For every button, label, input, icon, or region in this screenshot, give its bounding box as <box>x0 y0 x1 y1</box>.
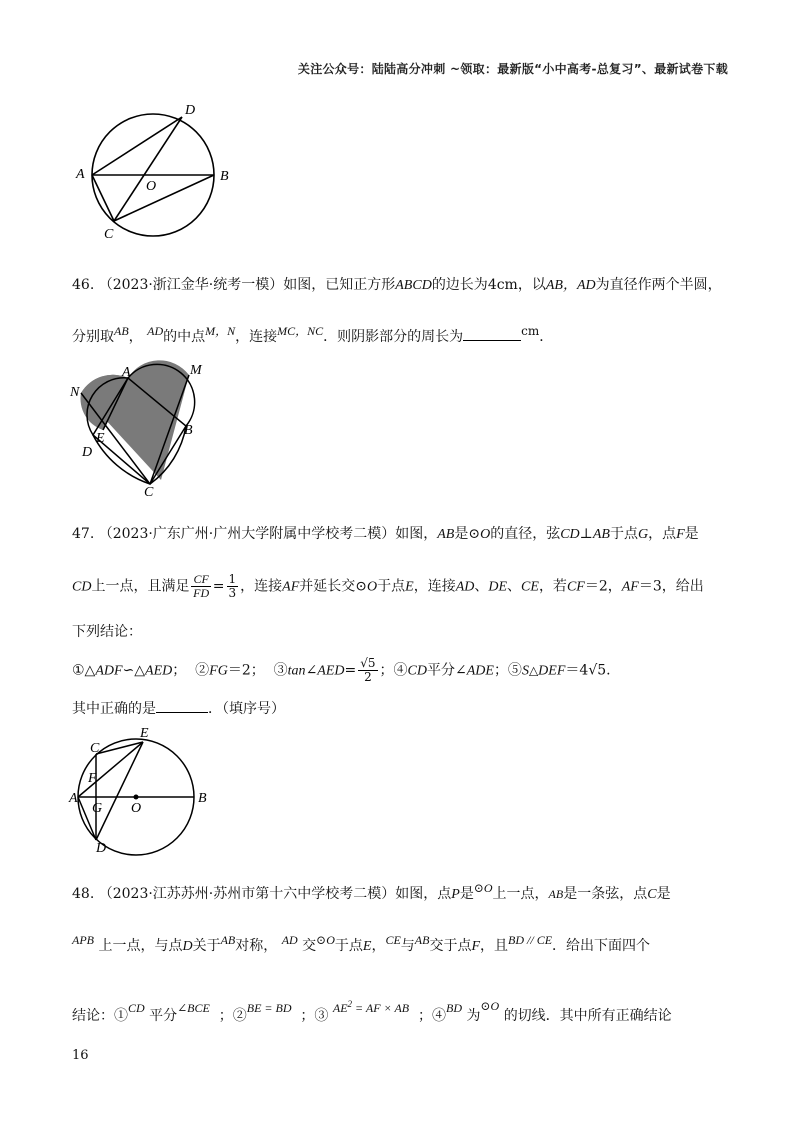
q46-text: ． <box>539 329 554 345</box>
q46-text: ，连接 <box>235 329 278 345</box>
q48-text: ；③ <box>300 1008 329 1024</box>
fraction-denominator: FD <box>193 586 210 600</box>
q47-var: G <box>637 527 649 542</box>
label-a: A <box>122 365 131 380</box>
label-b: B <box>220 169 229 184</box>
q48-text: 是一条弦，点 <box>563 886 648 902</box>
q46-number: 46. <box>72 277 95 293</box>
q47-fraction-one-third <box>227 573 239 600</box>
q48-text: ， <box>371 938 386 954</box>
q47-answer-blank[interactable] <box>156 698 208 713</box>
q48-text: 上一点，与点 <box>98 938 183 954</box>
q48-var: ∠BCE <box>177 1001 210 1015</box>
label-d: D <box>82 445 93 460</box>
q47-line-3: 下列结论： <box>72 624 142 640</box>
q47-text: 于点 <box>609 526 638 542</box>
q48-var: ⊙O <box>480 999 500 1013</box>
q47-text: 并延长交⊙ <box>299 578 368 595</box>
q47-text: 是⊙ <box>454 526 481 542</box>
q48-var: D <box>182 939 193 954</box>
q46-text: 为直径作两个半圆， <box>595 277 722 293</box>
q47-var: DE <box>488 579 508 595</box>
q47-var: E <box>405 579 414 595</box>
q47-var: O <box>480 527 491 542</box>
q46-line-1 <box>72 275 722 296</box>
q47-text: ，若 <box>538 578 567 595</box>
label-g: G <box>92 801 103 816</box>
q47-var: ADF <box>95 663 123 679</box>
q46-text: 如图，已知正方形 <box>283 277 396 293</box>
q47-var: AF <box>282 579 300 595</box>
q48-exponent: 2 <box>347 999 353 1009</box>
label-a: A <box>69 791 78 806</box>
label-c: C <box>90 741 100 756</box>
q47-var: F <box>676 527 685 542</box>
q46-text: ．则阴影部分的周长为 <box>323 329 464 345</box>
q47-var: AD <box>455 579 475 595</box>
q46-arc-ab: AB <box>114 324 129 338</box>
q47-conclusions <box>72 657 611 684</box>
q46-mc-nc: MC，NC <box>277 324 324 338</box>
q47-text: ．（填序号） <box>208 701 285 717</box>
figure-q45-circle <box>72 98 252 248</box>
q47-var: ADE <box>466 663 494 679</box>
q48-text: 平分 <box>149 1008 178 1024</box>
q47-text: = <box>344 662 357 679</box>
q46-text: ，以 <box>517 277 546 293</box>
q48-line-2 <box>72 933 651 957</box>
q48-var: ⊙O <box>316 933 335 947</box>
q47-text: . <box>606 662 611 679</box>
label-c: C <box>144 485 154 500</box>
q46-answer-blank[interactable] <box>463 326 521 341</box>
label-a: A <box>76 167 85 182</box>
q47-var: CD <box>407 663 427 679</box>
q47-var: AB <box>437 527 455 542</box>
q48-var: AB <box>220 933 236 947</box>
label-e: E <box>96 431 105 446</box>
q48-text: 关于 <box>192 938 221 954</box>
q47-text: ＝2； <box>227 662 265 679</box>
q47-var: CE <box>521 579 539 595</box>
q47-text: 如图， <box>395 526 438 542</box>
q47-text: 是 <box>684 526 699 542</box>
q46-arc-ad: AD <box>147 324 164 338</box>
q48-text: 上一点， <box>492 886 549 902</box>
q48-line-1 <box>72 881 671 905</box>
q47-text: ，连接 <box>413 578 456 595</box>
q48-text: 对称， <box>235 938 278 954</box>
q47-line-5 <box>72 698 285 719</box>
q48-text: 交于点 <box>429 938 472 954</box>
q46-abcd: ABCD <box>395 278 432 293</box>
page-number: 16 <box>72 1048 89 1063</box>
q46-unit: cm <box>521 324 540 338</box>
q48-text: 与 <box>400 938 415 954</box>
q47-text: ② <box>195 662 210 679</box>
q48-var: AE <box>332 1001 348 1015</box>
q47-var: DEF <box>538 663 566 679</box>
q47-text: 、 <box>474 578 489 595</box>
label-b: B <box>184 423 193 438</box>
label-m: M <box>190 363 202 378</box>
q47-text: ；⑤ <box>493 662 522 679</box>
q47-text: 平分∠ <box>426 662 467 679</box>
q47-text: = <box>212 578 225 595</box>
q48-var: CD <box>128 1001 145 1015</box>
q47-text: ①△ <box>72 662 96 679</box>
q47-text: 上一点，且满足 <box>91 578 190 595</box>
q47-var: FG <box>209 663 228 679</box>
label-f: F <box>88 771 97 786</box>
q46-m-n: M，N <box>205 324 236 338</box>
q47-line-2 <box>72 573 704 600</box>
fraction-numerator: CF <box>193 572 209 586</box>
q48-text: ；② <box>218 1008 247 1024</box>
q48-var: AD <box>281 933 298 947</box>
q47-text: √5 <box>588 662 607 679</box>
q47-text: ＝3，给出 <box>638 578 704 595</box>
q48-ae2-expression <box>333 1001 409 1015</box>
q47-var: S <box>521 663 529 679</box>
q47-text: 其中正确的是 <box>72 701 156 717</box>
q48-text: ；④ <box>418 1008 447 1024</box>
q48-arc-apb: APB <box>72 933 94 947</box>
q47-fraction-sqrt5-2 <box>358 657 377 684</box>
q48-var: = AF × AB <box>352 1001 410 1015</box>
q47-text: ③ <box>273 662 288 679</box>
label-d: D <box>185 103 196 118</box>
label-b: B <box>198 791 207 806</box>
label-d: D <box>96 841 107 856</box>
q46-text: 分别取 <box>72 329 114 345</box>
q47-text: △ <box>528 663 539 678</box>
q48-var: ⊙O <box>473 881 493 895</box>
q48-var: BE = BD <box>246 1001 292 1015</box>
q47-var: tan <box>287 663 306 679</box>
q48-text: ．给出下面四个 <box>552 938 651 954</box>
q47-text: ⊥ <box>579 526 593 542</box>
q47-text: ； <box>172 662 187 679</box>
q47-text: ，点 <box>648 526 677 542</box>
q48-var: E <box>362 939 372 954</box>
q48-text: 是 <box>459 886 474 902</box>
q46-source: （2023·浙江金华·统考一模） <box>98 277 284 293</box>
q47-var: AB <box>592 527 610 542</box>
q46-length: 4cm <box>487 277 518 293</box>
q47-var: CD <box>560 527 580 542</box>
q48-var: AB <box>548 887 564 901</box>
q47-text: ；④ <box>379 662 408 679</box>
q47-var: AED <box>145 663 173 679</box>
q47-text: ∽△ <box>122 662 146 679</box>
q48-var: BD // CE <box>508 933 553 947</box>
q48-var: P <box>451 887 460 902</box>
label-o: O <box>131 801 142 816</box>
q48-text: 结论：① <box>72 1008 128 1024</box>
q48-number: 48. <box>72 886 95 902</box>
q48-var: CE <box>385 933 401 947</box>
q48-var: BD <box>446 1001 463 1015</box>
page-header: 关注公众号：陆陆高分冲刺 ~领取：最新版“小中高考-总复习”、最新试卷下载 <box>297 62 728 76</box>
label-n: N <box>70 385 80 400</box>
label-e: E <box>140 726 149 741</box>
q48-text: 为 <box>466 1008 481 1024</box>
fraction-numerator: √5 <box>360 656 376 670</box>
label-o: O <box>146 179 157 194</box>
q48-text: 交 <box>302 938 317 954</box>
q47-var: O <box>367 579 378 595</box>
q47-text: 的直径，弦 <box>490 526 561 542</box>
q46-text: ， <box>128 329 143 345</box>
q48-text: 是 <box>656 886 671 902</box>
q46-ab-ad: AB，AD <box>545 278 596 293</box>
figure-q47-circle <box>68 722 218 858</box>
q48-line-3 <box>72 999 672 1026</box>
fraction-denominator: 2 <box>364 670 372 684</box>
q46-line-2 <box>72 326 553 347</box>
q47-text: ＝2， <box>584 578 622 595</box>
q47-text: 于点 <box>377 578 406 595</box>
q47-var: AED <box>317 663 345 679</box>
q47-line-1 <box>72 524 699 545</box>
q47-var: CF <box>566 579 585 595</box>
q48-var: AB <box>414 933 430 947</box>
q48-text: ，且 <box>480 938 509 954</box>
label-c: C <box>104 227 114 242</box>
q48-source: （2023·江苏苏州·苏州市第十六中学校考二模） <box>98 886 396 902</box>
q47-var: CD <box>72 579 92 595</box>
q48-text: 的切线．其中所有正确结论 <box>503 1008 672 1024</box>
q48-text: 于点 <box>334 938 363 954</box>
q46-text: 的中点 <box>163 329 206 345</box>
q46-text: 的边长为 <box>431 277 488 293</box>
q47-text: ＝4 <box>565 662 589 679</box>
figure-q46-heart <box>68 360 208 500</box>
q48-text: 如图，点 <box>395 886 452 902</box>
fraction-denominator: 3 <box>228 586 237 600</box>
q47-text: ，连接 <box>240 578 283 595</box>
q47-source: （2023·广东广州·广州大学附属中学校考二模） <box>98 526 396 542</box>
q47-text: ∠ <box>305 662 318 679</box>
q48-var: F <box>471 939 481 954</box>
q47-number: 47. <box>72 526 95 542</box>
q47-fraction-cf-fd <box>191 573 210 600</box>
q48-var: C <box>647 887 657 902</box>
q47-text: 、 <box>507 578 522 595</box>
q47-var: AF <box>621 579 639 595</box>
fraction-numerator: 1 <box>228 572 237 586</box>
